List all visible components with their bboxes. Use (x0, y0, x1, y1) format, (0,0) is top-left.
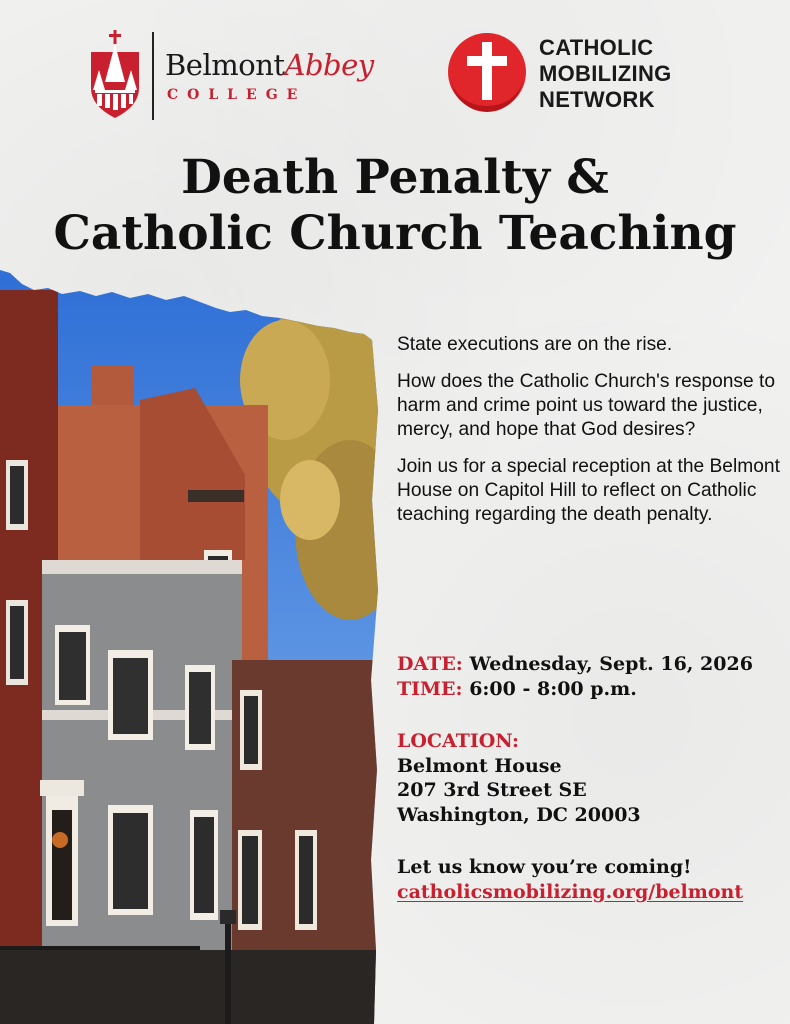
catholic-mobilizing-network-logo (447, 32, 707, 117)
red-circle-cross-icon (447, 32, 527, 112)
abbey-shield-icon (85, 30, 145, 122)
cmn-line-2: MOBILIZING (539, 61, 672, 86)
question-paragraph: How does the Catholic Church's response to harm and crime point us toward the justice, mercy, and hope that God desires? (397, 371, 776, 440)
location-line-3: Washington, DC 20003 (397, 803, 641, 826)
time-row (397, 677, 782, 702)
location-label: LOCATION: (397, 730, 520, 752)
location-line-1: Belmont House (397, 754, 562, 777)
title-line-1: Death Penalty & (181, 150, 609, 205)
belmont-abbey-logo (85, 30, 385, 125)
location-line-2: 207 3rd Street SE (397, 779, 587, 801)
date-value: Wednesday, Sept. 16, 2026 (469, 653, 753, 675)
rsvp-link[interactable]: catholicsmobilizing.org/belmont (397, 880, 744, 903)
intro-paragraph: State executions are on the rise. (397, 334, 673, 355)
cmn-line-1: CATHOLIC (539, 35, 654, 60)
rsvp-prompt: Let us know you’re coming! (397, 856, 692, 878)
event-description (397, 333, 782, 540)
time-value: 6:00 - 8:00 p.m. (469, 677, 637, 700)
capitol-hill-rowhouse-photo (0, 270, 380, 1024)
date-row (397, 652, 782, 677)
belmont-college-subtitle: COLLEGE (167, 87, 307, 103)
cmn-line-3: NETWORK (539, 87, 655, 112)
event-details (397, 652, 782, 904)
invitation-paragraph: Join us for a special reception at the Belmont House on Capitol Hill to reflect on Catholic teaching regarding the death penalty. (397, 456, 780, 525)
page-title (0, 150, 790, 262)
time-label: TIME: (397, 677, 463, 700)
logo-divider (152, 32, 154, 120)
belmont-abbey-wordmark: BelmontAbbey (165, 48, 374, 82)
date-label: DATE: (397, 653, 463, 675)
title-line-2: Catholic Church Teaching (53, 206, 737, 261)
cmn-wordmark (539, 35, 672, 113)
